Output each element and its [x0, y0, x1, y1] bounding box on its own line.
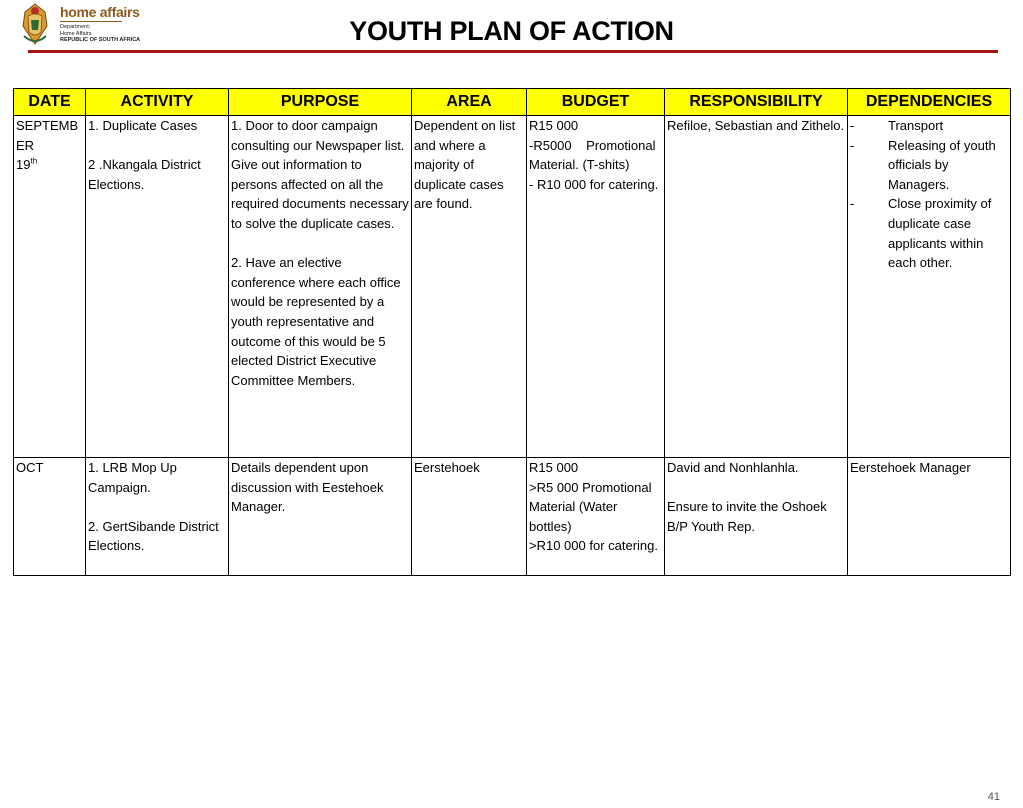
date-line: OCT	[16, 460, 44, 475]
dependency-item	[850, 116, 1008, 136]
page-title: YOUTH PLAN OF ACTION	[349, 16, 674, 46]
cell-dependencies	[848, 116, 1011, 458]
brand-department-name: Home Affairs	[60, 30, 92, 37]
dependency-text: Eerstehoek Manager	[850, 460, 971, 475]
dependency-text: Releasing of youth officials by Managers.	[888, 137, 996, 192]
dependency-text: Transport	[888, 118, 944, 133]
budget-line: -R5000 Promotional Material. (T-shits)	[529, 137, 660, 173]
header-purpose: PURPOSE	[229, 89, 412, 116]
header-date: DATE	[14, 89, 86, 116]
budget-line: >R10 000 for catering.	[529, 538, 658, 554]
header-activity: ACTIVITY	[86, 89, 229, 116]
bullet-dash: -	[850, 137, 855, 153]
responsibility-text: Refiloe, Sebastian and Zithelo.	[667, 118, 845, 133]
bullet-dash: -	[850, 196, 855, 212]
activity-item: 2 .Nkangala District Elections.	[88, 157, 201, 192]
cell-date	[14, 458, 86, 576]
budget-line: >R5 000 Promotional Material (Water bottles)	[529, 479, 652, 534]
date-line: SEPTEMB	[16, 118, 79, 133]
budget-line: - R10 000 for catering.	[529, 176, 659, 192]
cell-activity	[86, 116, 229, 458]
purpose-paragraph: 2. Have an elective conference where each office would be represented by a youth representative and outcome of this would be 5 elected District Executive Committee Members.	[231, 255, 401, 388]
cell-responsibility	[665, 458, 848, 576]
dependency-item	[850, 136, 1008, 195]
header-responsibility: RESPONSIBILITY	[665, 89, 848, 116]
responsibility-text: Ensure to invite the Oshoek B/P Youth Rep.	[667, 499, 827, 534]
responsibility-text: David and Nonhlanhla.	[667, 460, 799, 475]
brand-name: home affairs	[60, 4, 140, 20]
cell-responsibility	[665, 116, 848, 458]
cell-activity	[86, 458, 229, 576]
plan-table	[13, 88, 1011, 576]
purpose-paragraph: Details dependent upon discussion with Eestehoek Manager.	[231, 460, 384, 515]
brand-country: REPUBLIC OF SOUTH AFRICA	[60, 37, 141, 44]
dependency-item	[850, 194, 1008, 272]
table-row	[14, 116, 1011, 458]
cell-purpose	[229, 458, 412, 576]
cell-area	[412, 458, 527, 576]
header-area: AREA	[412, 89, 527, 116]
activity-item: 2. GertSibande District Elections.	[88, 518, 219, 554]
page-number: 41	[987, 791, 1000, 803]
date-line: ER	[16, 137, 35, 153]
activity-item: 1. Duplicate Cases	[88, 118, 198, 133]
budget-line: R15 000	[529, 118, 579, 133]
cell-dependencies	[848, 458, 1011, 576]
purpose-paragraph: 1. Door to door campaign consulting our Newspaper list. Give out information to persons affected on all the required documents necessary to solve the duplicate cases.	[231, 118, 409, 231]
table-header-row	[14, 89, 1011, 116]
header-dependencies: DEPENDENCIES	[848, 89, 1011, 116]
date-line: 19th	[16, 156, 38, 173]
cell-budget	[527, 116, 665, 458]
activity-item: 1. LRB Mop Up Campaign.	[88, 460, 177, 495]
table-row	[14, 458, 1011, 576]
budget-line: R15 000	[529, 460, 579, 475]
cell-purpose	[229, 116, 412, 458]
cell-date	[14, 116, 86, 458]
cell-budget	[527, 458, 665, 576]
title-underline	[28, 50, 998, 53]
header-budget: BUDGET	[527, 89, 665, 116]
area-text: Eerstehoek	[414, 460, 480, 475]
brand-department: Department:	[60, 24, 91, 30]
cell-area	[412, 116, 527, 458]
dependency-text: Close proximity of duplicate case applicants within each other.	[888, 196, 992, 271]
area-text: Dependent on list and where a majority of duplicate cases are found.	[414, 118, 516, 212]
bullet-dash: -	[850, 118, 855, 133]
